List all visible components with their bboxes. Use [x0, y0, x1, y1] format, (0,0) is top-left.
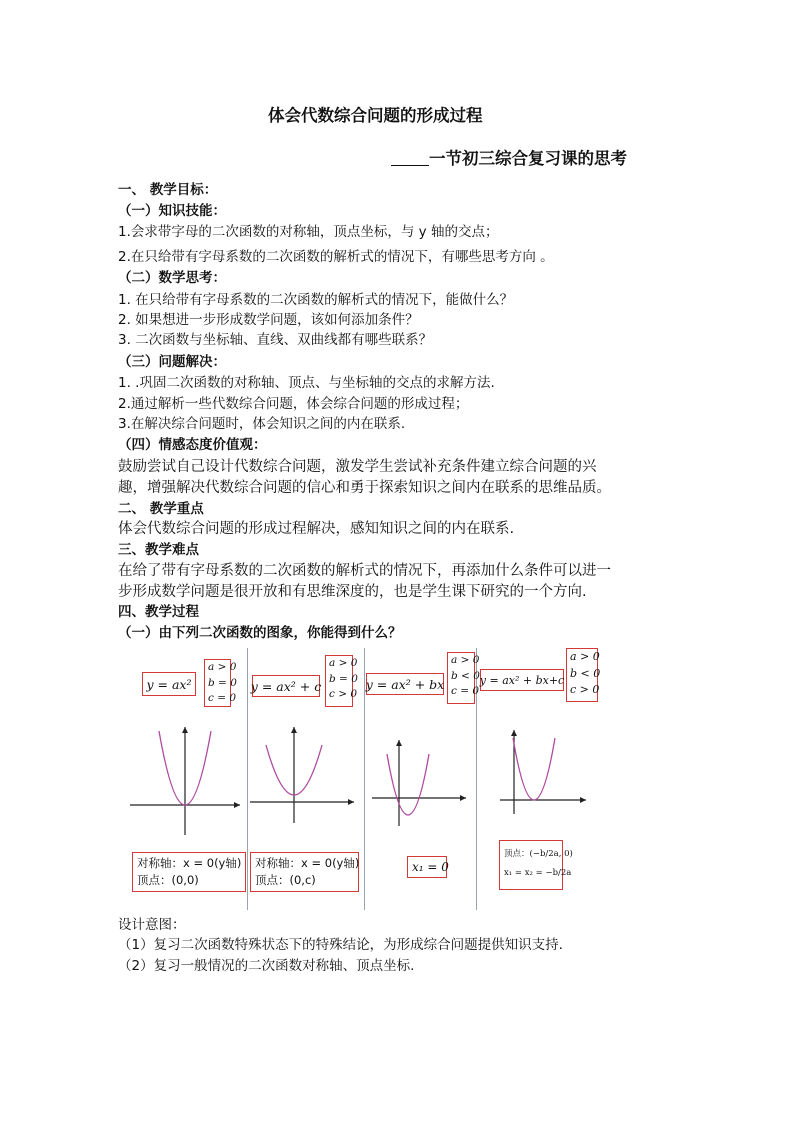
y-axis-arrow — [396, 740, 402, 746]
panel-2-graph — [250, 725, 362, 825]
panel-3-conditions: a > 0 b < 0 c = 0 — [447, 652, 475, 704]
thinking-heading: （二）数学思考： — [118, 270, 226, 286]
section-3-line-1: 在给了带有字母系数的二次函数的解析式的情况下，再添加什么条件可以进一 — [118, 563, 611, 579]
parabola — [513, 738, 555, 800]
y-axis-arrow — [182, 727, 188, 733]
x-axis-arrow — [460, 795, 466, 801]
section-2-text: 体会代数综合问题的形成过程解决，感知知识之间的内在联系. — [118, 521, 515, 537]
panel-2-equation: y = ax² + c — [252, 675, 320, 697]
panel-4-conditions: a > 0 b < 0 c > 0 — [566, 648, 598, 702]
panel-2-result: 对称轴：x = 0(y轴) 顶点：(0,c) — [250, 852, 359, 892]
x-axis-arrow — [348, 799, 354, 805]
panel-4-equation: y = ax² + bx+c — [480, 669, 564, 691]
subtitle-text: 一节初三综合复习课的思考 — [429, 149, 627, 168]
panel-1-graph — [130, 725, 242, 837]
section-3-heading: 三、教学难点 — [118, 542, 199, 558]
attitude-line-2: 趣，增强解决代数综合问题的信心和勇于探索知识之间内在联系的思维品质。 — [118, 480, 611, 496]
panel-4-result: 顶点：(−b/2a, 0) x₁ = x₂ = −b/2a — [499, 840, 563, 890]
y-axis-arrow — [291, 727, 297, 733]
panel-separator — [247, 648, 248, 910]
parabola — [387, 754, 429, 815]
y-axis-arrow — [511, 730, 517, 736]
x-axis-arrow — [580, 797, 586, 803]
section-1-heading: 一、 教学目标： — [118, 182, 218, 198]
knowledge-heading: （一）知识技能： — [118, 203, 226, 219]
knowledge-item-1: 1.会求带字母的二次函数的对称轴，顶点坐标，与 y 轴的交点； — [118, 224, 499, 240]
attitude-line-1: 鼓励尝试自己设计代数综合问题，激发学生尝试补充条件建立综合问题的兴 — [118, 459, 597, 475]
panel-1-equation: y = ax² — [142, 672, 196, 696]
panel-4-graph — [498, 728, 588, 818]
section-2-heading: 二、 教学重点 — [118, 501, 204, 517]
solve-item-1: 1. .巩固二次函数的对称轴、顶点、与坐标轴的交点的求解方法. — [118, 375, 495, 391]
panel-3-result: x₁ = 0 — [407, 856, 447, 878]
design-heading: 设计意图： — [118, 917, 186, 933]
section-4-subheading: （一）由下列二次函数的图象，你能得到什么？ — [118, 625, 402, 641]
solve-item-2: 2.通过解析一些代数综合问题，体会综合问题的形成过程； — [118, 396, 469, 412]
panel-3-graph — [370, 738, 470, 828]
section-3-line-2: 步形成数学问题是很开放和有思维深度的，也是学生课下研究的一个方向. — [118, 584, 587, 600]
panel-1-conditions: a > 0 b = 0 c = 0 — [204, 659, 231, 707]
attitude-heading: （四）情感态度价值观： — [118, 437, 267, 453]
panel-3-equation: y = ax² + bx — [366, 673, 444, 695]
design-item-2: （2）复习一般情况的二次函数对称轴、顶点坐标. — [118, 958, 415, 974]
solve-item-3: 3.在解决综合问题时，体会知识之间的内在联系. — [118, 416, 406, 432]
subtitle-blank — [391, 151, 429, 166]
page-subtitle — [391, 150, 627, 168]
thinking-item-3: 3. 二次函数与坐标轴、直线、双曲线都有哪些联系？ — [118, 332, 433, 348]
solve-heading: （三）问题解决： — [118, 354, 226, 370]
thinking-item-1: 1. 在只给带有字母系数的二次函数的解析式的情况下，能做什么？ — [118, 292, 514, 308]
thinking-item-2: 2. 如果想进一步形成数学问题，该如何添加条件？ — [118, 312, 419, 328]
panel-1-result: 对称轴：x = 0(y轴) 顶点：(0,0) — [132, 852, 246, 892]
panel-2-conditions: a > 0 b = 0 c > 0 — [325, 655, 353, 707]
x-axis-arrow — [234, 802, 240, 808]
design-item-1: （1）复习二次函数特殊状态下的特殊结论，为形成综合问题提供知识支持. — [118, 937, 563, 953]
section-4-heading: 四、教学过程 — [118, 604, 199, 620]
knowledge-item-2: 2.在只给带有字母系数的二次函数的解析式的情况下，有哪些思考方向 。 — [118, 249, 554, 265]
page-title: 体会代数综合问题的形成过程 — [268, 106, 483, 125]
